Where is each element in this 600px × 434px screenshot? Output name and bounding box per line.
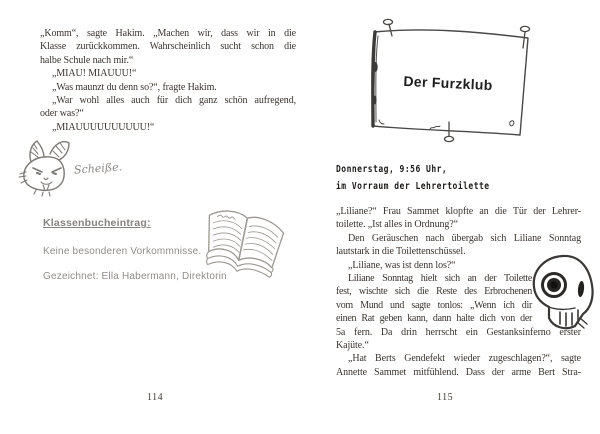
pushpin-icon <box>445 122 454 142</box>
body-text-line: Kajüte.“ <box>336 339 369 351</box>
body-text-line: fest, wischte sich die Reste des Erbrochenen <box>336 286 532 298</box>
body-text-line: lautstark in die Toilettenschüssel. <box>336 246 466 258</box>
body-text-line: Annette Sammet mitfühlend. Dass der arme Bert Stra- <box>336 366 581 378</box>
skull-icon <box>527 252 599 338</box>
body-text-line: „Liliane?“ Frau Sammet klopfte an die Tür der Lehrer- <box>336 206 581 217</box>
scene-heading <box>336 162 528 195</box>
body-text-line: „Komm“, sagte Hakim. „Machen wir, dass wir in die <box>40 28 296 39</box>
pushpin-icon <box>384 19 393 36</box>
body-text-line: Den Geräuschen nach übergab sich Liliane Sonntag <box>348 232 581 244</box>
body-text-line: „MIAUUUUUUUUUU!“ <box>52 121 155 133</box>
logbook-entry: Keine besonderen Vorkommnisse. <box>43 246 202 257</box>
body-text-line: Liliane Sonntag hielt sich an der Toilette <box>348 272 532 284</box>
open-book-icon <box>197 206 291 286</box>
logbook-signature: Gezeichnet: Ella Habermann, Direktorin <box>43 271 227 282</box>
body-text-line: einen Rat geben kann, dann halte dich von der <box>336 313 532 325</box>
pinned-sign <box>352 12 544 148</box>
body-text-line: „MIAU! MIAUUU!“ <box>52 68 137 80</box>
body-text-line: halbe Schule nach mir.“ <box>40 54 134 66</box>
sign-title: Der Furzklub <box>403 72 493 94</box>
right-page-number: 115 <box>437 392 454 403</box>
body-text-line: 5a fern. Da drin herrscht ein Gestanksinferno erster <box>336 326 581 338</box>
logbook-heading: Klassenbucheintrag: <box>43 217 151 229</box>
left-page-number: 114 <box>147 392 164 403</box>
scene-heading-line2: im Vorraum der Lehrertoilette <box>336 180 490 192</box>
doodle-caption: Scheiße. <box>73 160 123 177</box>
body-text-line: Klasse zurückkommen. Wahrscheinlich sucht schon die <box>40 41 296 53</box>
body-text-line: „War wohl alles auch für dich ganz schön aufregend, <box>52 94 296 106</box>
body-text-line: oder was?“ <box>40 108 84 120</box>
body-text-line: vom Mund und sagte tonlos: „Wenn ich dir <box>336 299 532 311</box>
left-text-column <box>40 27 296 134</box>
body-text-line: „Was maunzt du denn so?“, fragte Hakim. <box>52 81 217 93</box>
body-text-line: „Hat Berts Gendefekt wieder zugeschlagen?“, sagte <box>348 353 581 365</box>
body-text-line: toilette. „Ist alles in Ordnung?“ <box>336 219 458 231</box>
scene-heading-line1: Donnerstag, 9:56 Uhr, <box>336 164 448 175</box>
body-text-line: „Liliane, was ist denn los?“ <box>348 259 456 271</box>
grumpy-cat-icon <box>16 139 78 197</box>
